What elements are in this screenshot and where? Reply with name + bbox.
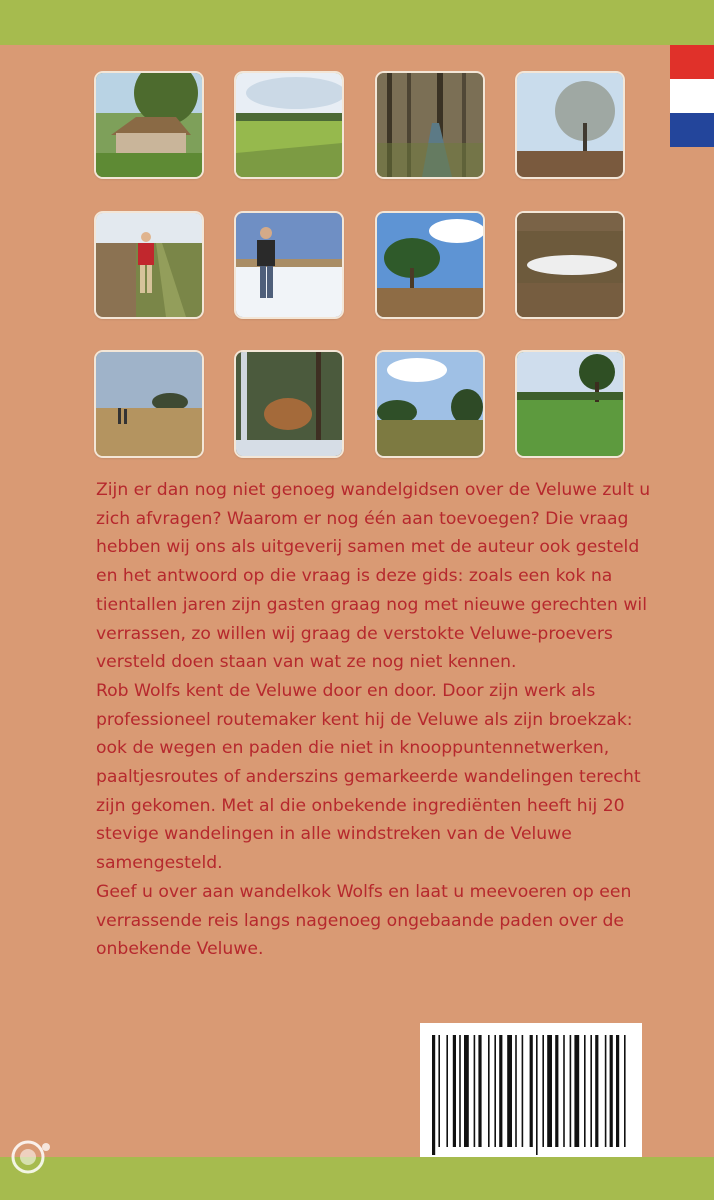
bottom-green-band [0,1157,714,1200]
photo-trees-sky [377,352,483,456]
description-text [96,476,656,964]
description-paragraph: Rob Wolfs kent de Veluwe door en door. Door zijn werk als professioneel routemaker kent hij de Veluwe als zijn broekzak: ook de wegen en paden die niet in knooppuntennetwerken, paaltjesroutes of anderszins gemarkeerde wandelingen terecht zijn gekomen. Met al die onbekende ingrediënten heeft hij 20 stevige wandelingen in alle windstreken van de Veluwe samengesteld. [96,680,641,874]
top-green-band [0,0,714,45]
photo-sheep-heath [517,213,623,317]
photo-hiker-snow [236,213,342,317]
photo-grass-field [517,352,623,456]
photo-highland-cow [236,352,342,456]
photo-walkers-field [96,352,202,456]
barcode-bars-icon [432,1035,630,1155]
description-paragraph: Zijn er dan nog niet genoeg wandelgidsen over de Veluwe zult u zich afvragen? Waarom er nog één aan toevoegen? Die vraag hebben wij ons als uitgeverij samen met de auteur ook gesteld en het antwoord op die vraag is deze gids: zoals een kok na tientallen jaren zijn gasten graag nog met nieuwe gerechten wil verrassen, zo willen wij graag de verstokte Veluwe-proevers versteld doen staan van wat ze nog niet kennen. [96,480,651,673]
camera-watermark-icon [4,1137,58,1179]
photo-heath-tree [517,73,623,177]
description-paragraph: Geef u over aan wandelkok Wolfs en laat u meevoeren op een verrassende reis langs nagenoeg ongebaande paden over de onbekende Veluwe. [96,881,632,960]
photo-forest-stream [377,73,483,177]
photo-pine-tree [377,213,483,317]
photo-meadow [236,73,342,177]
photo-hiker-red-jacket [96,213,202,317]
dutch-flag-icon [670,45,714,147]
photo-farmhouse [96,73,202,177]
